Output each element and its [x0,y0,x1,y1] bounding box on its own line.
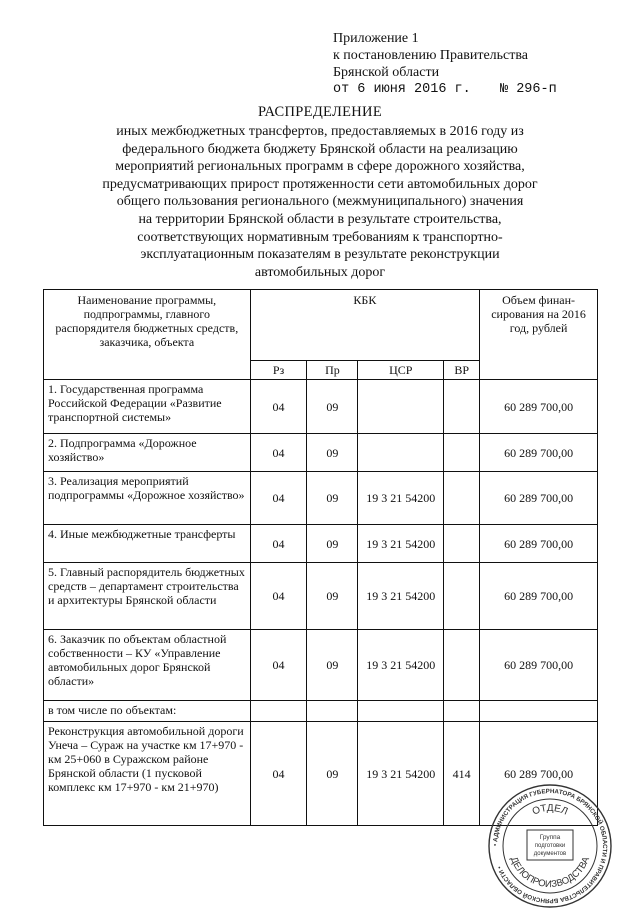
document-title: РАСПРЕДЕЛЕНИЕ [258,104,382,120]
header-csr: ЦСР [358,361,444,380]
subtitle-line: на территории Брянской области в результате строительства, [138,211,502,227]
row-sum: 60 289 700,00 [480,434,598,472]
object-csr: 19 3 21 54200 [358,722,444,826]
row-rz: 04 [250,434,307,472]
table-row [44,563,598,630]
subtitle-line: иных межбюджетных трансфертов, предоставляемых в 2016 году из [116,124,524,139]
row-csr: 19 3 21 54200 [358,472,444,525]
row-pr: 09 [307,630,358,701]
appendix-label: Приложение 1 [333,31,419,46]
subtitle-line: соответствующих нормативным требованиям к транспортно- [137,229,503,245]
row-name: 4. Иные межбюджетные трансферты [44,525,251,563]
header-vr: ВР [444,361,480,380]
row-vr [444,630,480,701]
row-rz: 04 [250,563,307,630]
resolution-number: № 296-п [500,82,557,97]
resolution-ref: к постановлению Правительства [333,48,529,63]
stamp-top-text: ОТДЕЛ [530,802,570,818]
appendix-header [333,30,557,98]
stamp-box-line: Группа [539,834,561,841]
header-rz: Рз [250,361,307,380]
subtitle-line: федерального бюджета бюджету Брянской области на реализацию [122,141,518,157]
row-rz: 04 [250,472,307,525]
date-line [333,81,557,98]
row-pr: 09 [307,380,358,434]
stamp-box-line: документов [533,851,567,857]
row-sum: 60 289 700,00 [480,472,598,525]
row-name: 5. Главный распорядитель бюджетных средств – департамент строительства и архитектуры Брянской области [44,563,251,630]
object-rz: 04 [250,722,307,826]
object-sum: 60 289 700,00 [480,722,598,826]
row-vr [444,525,480,563]
including-label: в том числе по объектам: [44,701,251,722]
object-pr: 09 [307,722,358,826]
distribution-table [43,289,598,826]
table-row [44,434,598,472]
row-sum: 60 289 700,00 [480,380,598,434]
official-stamp [487,783,613,909]
row-name: 2. Подпрограмма «Дорожное хозяйство» [44,434,251,472]
stamp-bottom-text: ДЕЛОПРОИЗВОДСТВА [507,855,593,891]
object-vr: 414 [444,722,480,826]
row-sum: 60 289 700,00 [480,563,598,630]
table-row [44,630,598,701]
subtitle-line: эксплуатационным показателям в результате реконструкции [140,247,500,263]
header-sum: Объем финан-сирования на 2016 год, рублей [480,290,598,380]
row-name: 3. Реализация мероприятий подпрограммы «Дорожное хозяйство» [44,472,251,525]
row-csr [358,380,444,434]
stamp-ring-text: • АДМИНИСТРАЦИЯ ГУБЕРНАТОРА БРЯНСКОЙ ОБЛАСТИ И ПРАВИТЕЛЬСТВА БРЯНСКОЙ ОБЛАСТИ • [491,787,609,905]
resolution-date: от 6 июня 2016 г. [333,82,471,97]
region-name: Брянской области [333,65,440,80]
stamp-box-line: подготовки [534,843,566,849]
row-csr: 19 3 21 54200 [358,525,444,563]
row-vr [444,563,480,630]
subtitle-line: мероприятий региональных программ в сфере дорожного хозяйства, [115,159,525,175]
row-csr [358,434,444,472]
row-rz: 04 [250,380,307,434]
row-csr: 19 3 21 54200 [358,630,444,701]
header-kbk: КБК [250,290,480,361]
subtitle-line: общего пользования регионального (межмуниципального) значения [116,194,524,210]
row-pr: 09 [307,563,358,630]
row-csr: 19 3 21 54200 [358,563,444,630]
table-row [44,472,598,525]
header-pr: Пр [307,361,358,380]
row-vr [444,380,480,434]
table-row [44,380,598,434]
row-rz: 04 [250,525,307,563]
table-row-including [44,701,598,722]
row-pr: 09 [307,434,358,472]
row-sum: 60 289 700,00 [480,525,598,563]
row-rz: 04 [250,630,307,701]
row-vr [444,472,480,525]
row-vr [444,434,480,472]
subtitle-line: автомобильных дорог [254,264,386,280]
row-pr: 09 [307,525,358,563]
header-name: Наименование программы, подпрограммы, главного распорядителя бюджетных средств, заказчика, объекта [44,290,251,380]
document-subtitle [70,123,570,281]
table-row [44,525,598,563]
row-name: 6. Заказчик по объектам областной собственности – КУ «Управление автомобильных дорог Брянской области» [44,630,251,701]
object-name: Реконструкция автомобильной дороги Унеча – Сураж на участке км 17+970 - км 25+060 в Суражском районе Брянской области (1 пусковой комплекс км 17+970 - км 21+970) [44,722,251,826]
row-name: 1. Государственная программа Российской Федерации «Развитие транспортной системы» [44,380,251,434]
row-pr: 09 [307,472,358,525]
row-sum: 60 289 700,00 [480,630,598,701]
subtitle-line: предусматривающих прирост протяженности сети автомобильных дорог [102,176,538,192]
svg-text:ОТДЕЛ [531,803,569,818]
